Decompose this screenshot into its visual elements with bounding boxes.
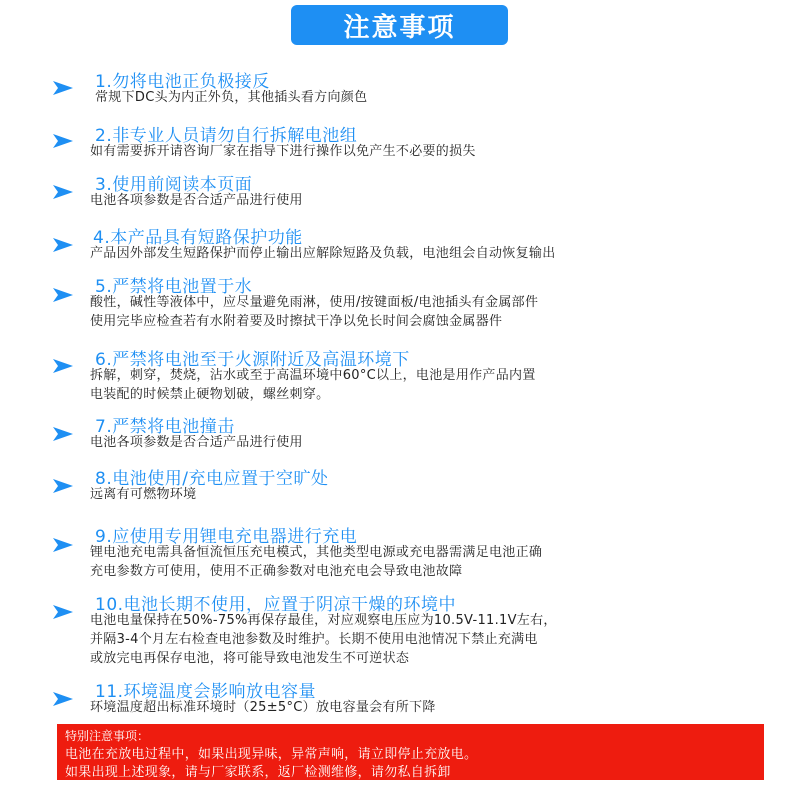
item-heading: 11.环境温度会影响放电容量 [95,682,317,702]
arrow-icon [52,184,74,200]
item-heading: 10.电池长期不使用，应置于阴凉干燥的环境中 [95,595,457,615]
item-heading: 6.严禁将电池至于火源附近及高温环境下 [95,350,410,370]
item-description: 远离有可燃物环境 [90,487,197,502]
arrow-icon [52,287,74,303]
arrow-icon [52,426,74,442]
title-banner [291,5,508,45]
item-description: 电池各项参数是否合适产品进行使用 [90,435,303,450]
item-description: 电池电量保持在50%-75%再保存最佳，对应观察电压应为10.5V-11.1V左右， [90,613,557,628]
item-description: 酸性，碱性等液体中，应尽量避免雨淋，使用/按键面板/电池插头有金属部件 [90,295,539,310]
item-description: 产品因外部发生短路保护而停止输出应解除短路及负载，电池组会自动恢复输出 [90,246,556,261]
item-description: 拆解，刺穿，焚烧，沾水或至于高温环境中60°C以上，电池是用作产品内置 [90,368,536,383]
item-heading: 4.本产品具有短路保护功能 [93,228,303,248]
item-description: 并隔3-4个月左右检查电池参数及时维护。长期不使用电池情况下禁止充满电 [90,632,538,647]
item-heading: 3.使用前阅读本页面 [95,175,253,195]
arrow-icon [52,691,74,707]
arrow-icon [52,537,74,553]
item-description: 电装配的时候禁止硬物划破，螺丝刺穿。 [90,387,330,402]
special-note-box [57,724,764,780]
special-note-line: 电池在充放电过程中，如果出现异味，异常声响，请立即停止充放电。 [65,747,478,762]
arrow-icon [52,133,74,149]
item-description: 充电参数方可使用，使用不正确参数对电池充电会导致电池故障 [90,564,463,579]
item-description: 锂电池充电需具备恒流恒压充电模式，其他类型电源或充电器需满足电池正确 [90,545,543,560]
item-description: 如有需要拆开请咨询厂家在指导下进行操作以免产生不必要的损失 [90,144,476,159]
arrow-icon [52,358,74,374]
arrow-icon [52,237,74,253]
special-note-line: 如果出现上述现象，请与厂家联系，返厂检测维修，请勿私自拆卸 [65,765,451,780]
item-description: 电池各项参数是否合适产品进行使用 [90,193,303,208]
page-title: 注意事项 [343,12,456,43]
item-description: 常规下DC头为内正外负，其他插头看方向颜色 [95,90,368,105]
item-heading: 1.勿将电池正负极接反 [95,72,270,92]
item-heading: 2.非专业人员请勿自行拆解电池组 [95,126,358,146]
item-heading: 7.严禁将电池撞击 [95,417,235,437]
item-description: 环境温度超出标准环境时（25±5°C）放电容量会有所下降 [90,700,436,715]
item-heading: 5.严禁将电池置于水 [95,277,253,297]
arrow-icon [52,80,74,96]
item-heading: 9.应使用专用锂电充电器进行充电 [95,527,358,547]
special-note-title: 特别注意事项： [65,729,150,743]
item-description: 或放完电再保存电池，将可能导致电池发生不可逆状态 [90,651,410,666]
arrow-icon [52,478,74,494]
item-heading: 8.电池使用/充电应置于空旷处 [95,469,329,489]
arrow-icon [52,604,74,620]
item-description: 使用完毕应检查若有水附着要及时擦拭干净以免长时间会腐蚀金属器件 [90,314,503,329]
